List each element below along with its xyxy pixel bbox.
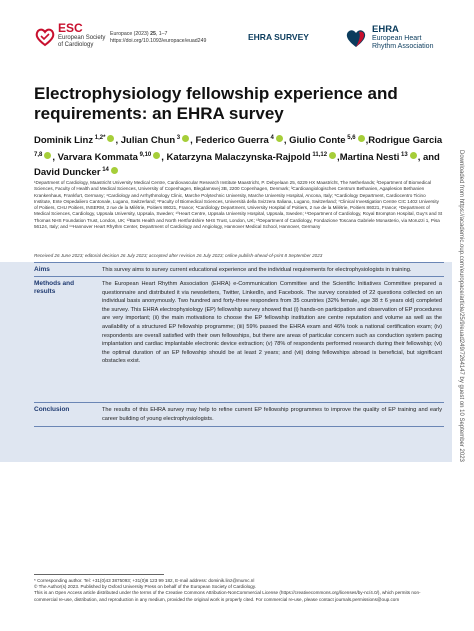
author-separator: ,: [52, 152, 58, 164]
esc-heart-logo: [34, 26, 56, 48]
conclusion-text: The results of this EHRA survey may help to refine current EP fellowship programmes to improve the quality of EP training and early career building of young electrophysiologists.: [102, 407, 442, 422]
orcid-icon[interactable]: [410, 152, 417, 159]
esc-abbr: ESC: [58, 21, 83, 35]
orcid-icon[interactable]: [111, 167, 118, 174]
article-title: Electrophysiology fellowship experience and requirements: an EHRA survey: [34, 84, 398, 123]
license-text: This is an Open Access article distributed under the terms of the Creative Commons Attribution-NonCommercial License (https://creativecommons.org/licenses/by-nc/4.0/), which permits non-commercial re-use, distribution, and reproduction in any medium, provided the original work is properly cited. For commercial re-use, please contact journals.permissions@oup.com: [34, 590, 421, 602]
esc-line-2: of Cardiology: [58, 42, 94, 48]
author-name: Martina Nesti: [339, 152, 400, 164]
ehra-line-2: Rhythm Association: [372, 43, 434, 50]
ehra-wordmark: [372, 25, 452, 51]
copyright: © The Author(s) 2023. Published by Oxford University Press on behalf of the European Society of Cardiology.: [34, 584, 257, 590]
aims-text: This survey aims to survey current educational experience and the individual requirements for electrophysiologists in training.: [102, 267, 412, 273]
orcid-icon[interactable]: [329, 152, 336, 159]
author-name: Rodrigue Garcia: [368, 135, 443, 147]
author-name: Varvara Kommata: [57, 152, 138, 164]
author-affiliation-sup: 4: [268, 135, 274, 141]
author-affiliation-sup: 13: [399, 152, 408, 159]
abstract-bottom-rule: [34, 426, 444, 427]
author-name: David Duncker: [34, 167, 101, 179]
esc-wordmark: [58, 22, 118, 49]
abstract-rule-2: [34, 402, 444, 403]
journal-header: [0, 0, 474, 66]
abstract-panel: [0, 262, 452, 462]
author-separator: ,: [283, 135, 290, 147]
author-separator: , and: [417, 152, 440, 164]
orcid-icon[interactable]: [44, 152, 51, 159]
survey-tag: EHRA SURVEY: [248, 32, 309, 42]
author-name: Katarzyna Malaczynska-Rajpold: [166, 152, 311, 164]
download-note: Downloaded from https://academic.oup.com/europace/article/25/9/euad249/7264147 by guest on 10 September 2023: [458, 150, 464, 462]
download-watermark: [458, 150, 470, 610]
author-separator: ,: [161, 152, 167, 164]
author-separator: ,: [190, 135, 196, 147]
author-affiliation-sup: 1,2: [93, 135, 104, 141]
author-name: Julian Chun: [120, 135, 176, 147]
orcid-icon[interactable]: [276, 135, 283, 142]
esc-line-1: European Society: [58, 35, 106, 41]
author-affiliation-sup: 14: [100, 167, 109, 174]
citation: [110, 31, 206, 45]
author-affiliation-sup: 3: [175, 135, 181, 141]
author-name: Giulio Conte: [289, 135, 346, 147]
citation-doi[interactable]: https://doi.org/10.1093/europace/euad249: [110, 38, 207, 44]
author-separator: ,: [337, 152, 340, 164]
aims-label: Aims: [34, 266, 50, 273]
affiliations: ¹Department of Cardiology, Maastricht University Medical Centre, Cardiovascular Research Institute Maastricht, P. Debyelaan 25, 6229 HX Maastricht, The Netherlands; ²Department of Biomedical Sciences, Faculty of Health and Medical Sciences, University of Copenhagen, Blegdamsvej 3B, 2200 Copenhagen, Denmark; ³Cardioangiologisches Centrum Bethanien, Agaplesion Bethanien Krankenhaus, Frankfurt, Germany; ⁴Cardiology and Arrhythmology Clinic, Marche Polytechnic University, Marche University Hospital, Ancona, Italy; ⁵Cardiology Department, Cardiocentro Ticino Institute, Ente Ospedaliero Cantonale, Lugano, Switzerland; ⁶Faculty of Biomedical Sciences, Università della Svizzera Italiana, Lugano, Switzerland; ⁷Clinical Investigation Centre CIC 1402 University of Poitiers, CHU Poitiers, INSERM, 2 rue de la Milétrie, Poitiers 86021, France; ⁸Cardiology Department, University Hospital of Poitiers, 2 rue de la Milétrie, Poitiers 86021, France; ⁹Department of Medical Sciences, Cardiology, Uppsala University, Uppsala, Sweden; ¹⁰Heart Centre, Uppsala University Hospital, Uppsala, Sweden; ¹¹Department of Cardiology, Royal Brompton Hospital, Guy's and St Thomas NHS Foundation Trust, London, UK; ¹²Barts Health and North Hertfordshire NHS Trust, London, UK; ¹³Department of Cardiology, Fondazione Toscana Gabriele Monasterio, via Moruzzi 1, Pisa 56124, Italy; and ¹⁴Hannover Heart Rhythm Center, Department of Cardiology and Angiology, Hannover Medical School, Hannover, Germany: [34, 180, 443, 230]
corresponding-mark: *: [103, 135, 106, 141]
citation-pages: , 1–7: [155, 31, 168, 37]
citation-journal: Europace (2023): [110, 31, 151, 37]
citation-volume: 25: [150, 31, 156, 37]
received-dates: Received 26 June 2023; editorial decision 26 July 2023; accepted after revision 26 July 2023; online publish-ahead-of-print 8 September 2023: [34, 253, 323, 258]
methods-text: The European Heart Rhythm Association (EHRA) e-Communication Committee and the Scientific Initiatives Committee prepared a questionnaire and distributed it via newsletters, Twitter, LinkedIn, and Facebook. The survey consisted of 22 questions collected on an individual basis anonymously. Two hundred and forty-three responders from 35 countries (32% female, age 38 ± 6 years old) completed the survey. This EHRA electrophysiology (EP) fellowship survey showed that (i) hands-on participation and observation of EP procedures are very important; (ii) the main motivations to choose the EP fellowship institution are centre reputation and volume as well as the availability of a structured EP fellowship programme; (iii) 59% passed the EHRA exam and 46% took a national certification exam; (iv) respondents are overall satisfied with their own fellowships, but there are areas of particular concern such as conduction system pacing implantation and cardiac implantable electronic device extraction; (v) 78% of respondents performed research during their fellowship; (vi) the optimal duration of an EP fellowship should be at least 2 years; and (vii) doing fellowships abroad is beneficial, but significant obstacles exist.: [102, 281, 442, 365]
orcid-icon[interactable]: [182, 135, 189, 142]
methods-label: Methods and results: [34, 280, 75, 295]
author-affiliation-sup: 11,12: [310, 152, 328, 159]
author-name: Dominik Linz: [34, 135, 94, 147]
ehra-abbr: EHRA: [372, 24, 399, 35]
ehra-line-1: European Heart: [372, 35, 422, 42]
author-affiliation-sup: 7,8: [34, 152, 43, 159]
ehra-heart-logo: [344, 27, 368, 49]
footnote-rule: [34, 574, 164, 575]
abstract-rule-1: [34, 276, 444, 277]
author-affiliation-sup: 9,10: [137, 152, 152, 159]
conclusion-label: Conclusion: [34, 406, 70, 413]
corresponding-author: * Corresponding author. Tel: +31(0)43 3875093; +31(0)6 123 99 182, E-mail address: dominik.linz@mumc.nl: [34, 578, 255, 583]
author-separator: ,: [365, 135, 369, 147]
footnotes: [34, 578, 444, 603]
orcid-icon[interactable]: [107, 135, 114, 142]
author-separator: ,: [115, 135, 121, 147]
orcid-icon[interactable]: [153, 152, 160, 159]
author-affiliation-sup: 5,6: [345, 135, 356, 141]
author-list: [34, 132, 444, 179]
author-name: Federico Guerra: [195, 135, 269, 147]
abstract-top-rule: [34, 262, 444, 263]
orcid-icon[interactable]: [358, 135, 365, 142]
